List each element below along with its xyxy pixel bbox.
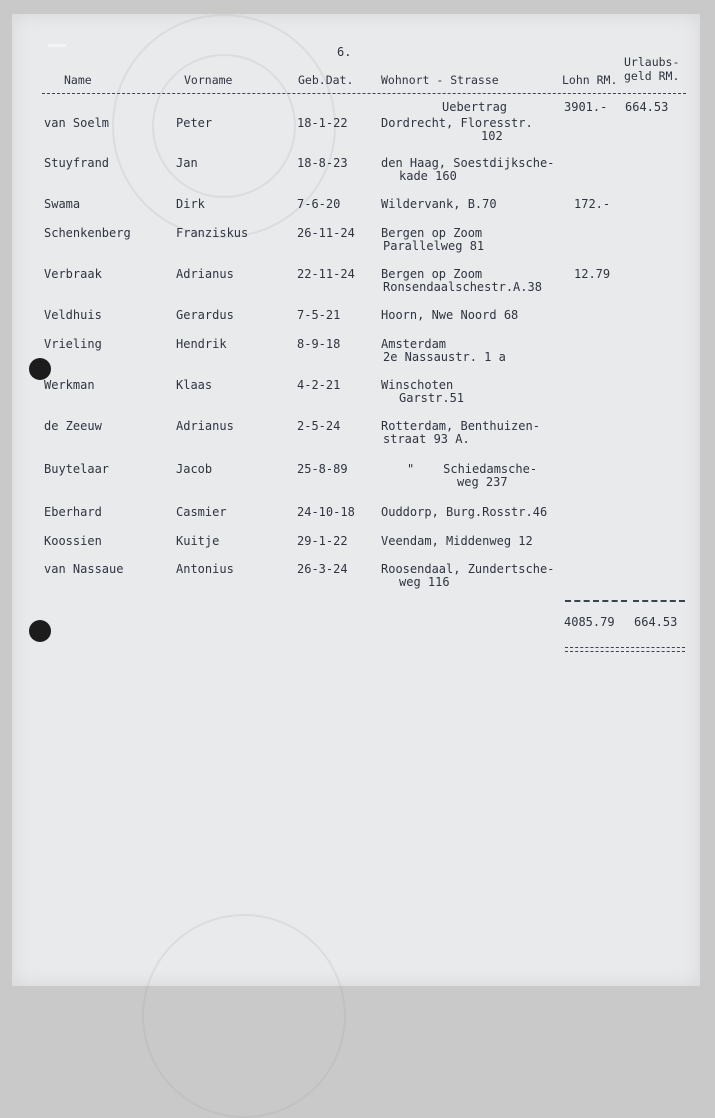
cell-name: Werkman (44, 378, 95, 392)
cell-geb-dat: 25-8-89 (297, 462, 348, 476)
cell-address-line2: weg 116 (399, 575, 450, 589)
cell-address-line1: Hoorn, Nwe Noord 68 (381, 308, 519, 322)
cell-name: Eberhard (44, 505, 102, 519)
page-number: 6. (337, 45, 352, 59)
cell-name: van Nassaue (44, 562, 124, 576)
cell-vorname: Dirk (176, 197, 205, 211)
cell-address-line1: Bergen op Zoom (381, 267, 483, 281)
cell-name: Stuyfrand (44, 156, 110, 170)
table-row (0, 563, 715, 593)
cell-address-line2: 2e Nassaustr. 1 a (383, 350, 506, 364)
cell-address-line2: Garstr.51 (399, 391, 465, 405)
cell-address-line2: Parallelweg 81 (383, 239, 485, 253)
cell-geb-dat: 7-5-21 (297, 308, 341, 322)
cell-address-line1: Amsterdam (381, 337, 447, 351)
cell-geb-dat: 4-2-21 (297, 378, 341, 392)
cell-geb-dat: 26-3-24 (297, 562, 348, 576)
cell-vorname: Jan (176, 156, 198, 170)
header-urlaub-line1: Urlaubs- (624, 55, 680, 69)
tape-mark: ▬▬▬ (48, 40, 67, 51)
cell-vorname: Kuitje (176, 534, 220, 548)
cell-name: Vrieling (44, 337, 102, 351)
header-geb-dat: Geb.Dat. (298, 73, 354, 87)
cell-lohn: 12.79 (574, 267, 611, 281)
cell-lohn: 172.- (574, 197, 611, 211)
carryover-urlaub: 664.53 (625, 100, 669, 114)
cell-name: Koossien (44, 534, 102, 548)
table-row (0, 117, 715, 147)
table-row (0, 463, 715, 493)
total-double-rule (565, 647, 685, 652)
cell-address-line1: Dordrecht, Floresstr. (381, 116, 533, 130)
header-name: Name (64, 73, 92, 87)
cell-name: Swama (44, 197, 81, 211)
table-row (0, 157, 715, 187)
cell-vorname: Hendrik (176, 337, 227, 351)
header-rule (42, 93, 686, 94)
cell-address-line1: Rotterdam, Benthuizen- (381, 419, 540, 433)
cell-address-line1: Ouddorp, Burg.Rosstr.46 (381, 505, 548, 519)
cell-address-line2: 102 (481, 129, 503, 143)
table-row (0, 506, 715, 536)
cell-name: Schenkenberg (44, 226, 131, 240)
cell-geb-dat: 18-1-22 (297, 116, 348, 130)
carryover-lohn: 3901.- (564, 100, 608, 114)
cell-vorname: Casmier (176, 505, 227, 519)
carryover-label: Uebertrag (442, 100, 508, 114)
cell-name: Verbraak (44, 267, 102, 281)
cell-vorname: Antonius (176, 562, 234, 576)
cell-vorname: Klaas (176, 378, 213, 392)
cell-geb-dat: 29-1-22 (297, 534, 348, 548)
cell-name: Veldhuis (44, 308, 102, 322)
cell-address-line2: weg 237 (457, 475, 508, 489)
subtotal-rule-urlaub (633, 600, 685, 602)
cell-geb-dat: 26-11-24 (297, 226, 355, 240)
cell-address-line1: Veendam, Middenweg 12 (381, 534, 533, 548)
total-lohn: 4085.79 (564, 615, 615, 629)
cell-vorname: Adrianus (176, 419, 234, 433)
total-urlaub: 664.53 (634, 615, 678, 629)
cell-address-line1: Winschoten (381, 378, 454, 392)
header-lohn: Lohn RM. (562, 73, 618, 87)
subtotal-rule-lohn (565, 600, 627, 602)
table-row (0, 379, 715, 409)
table-row (0, 535, 715, 565)
punch-hole-lower (29, 620, 51, 642)
cell-address-line1: Wildervank, B.70 (381, 197, 497, 211)
cell-address-line1: Bergen op Zoom (381, 226, 483, 240)
cell-vorname: Gerardus (176, 308, 234, 322)
cell-address-line1: " Schiedamsche- (407, 462, 538, 476)
header-vorname: Vorname (184, 73, 233, 87)
cell-name: de Zeeuw (44, 419, 102, 433)
cell-geb-dat: 24-10-18 (297, 505, 355, 519)
cell-geb-dat: 8-9-18 (297, 337, 341, 351)
table-row (0, 338, 715, 368)
table-row (0, 268, 715, 298)
cell-geb-dat: 22-11-24 (297, 267, 355, 281)
cell-geb-dat: 7-6-20 (297, 197, 341, 211)
cell-geb-dat: 2-5-24 (297, 419, 341, 433)
cell-address-line2: straat 93 A. (383, 432, 470, 446)
cell-geb-dat: 18-8-23 (297, 156, 348, 170)
cell-address-line1: den Haag, Soestdijksche- (381, 156, 555, 170)
table-row (0, 309, 715, 339)
faint-seal-bottom (142, 914, 346, 1118)
cell-address-line2: Ronsendaalschestr.A.38 (383, 280, 542, 294)
header-urlaub-line2: geld RM. (624, 69, 680, 83)
cell-address-line2: kade 160 (399, 169, 457, 183)
cell-vorname: Adrianus (176, 267, 234, 281)
cell-name: Buytelaar (44, 462, 110, 476)
table-row (0, 198, 715, 228)
cell-address-line1: Roosendaal, Zundertsche- (381, 562, 555, 576)
cell-vorname: Peter (176, 116, 213, 130)
table-row (0, 420, 715, 450)
header-wohnort: Wohnort - Strasse (381, 73, 499, 87)
cell-vorname: Jacob (176, 462, 213, 476)
table-row (0, 227, 715, 257)
cell-name: van Soelm (44, 116, 110, 130)
cell-vorname: Franziskus (176, 226, 249, 240)
